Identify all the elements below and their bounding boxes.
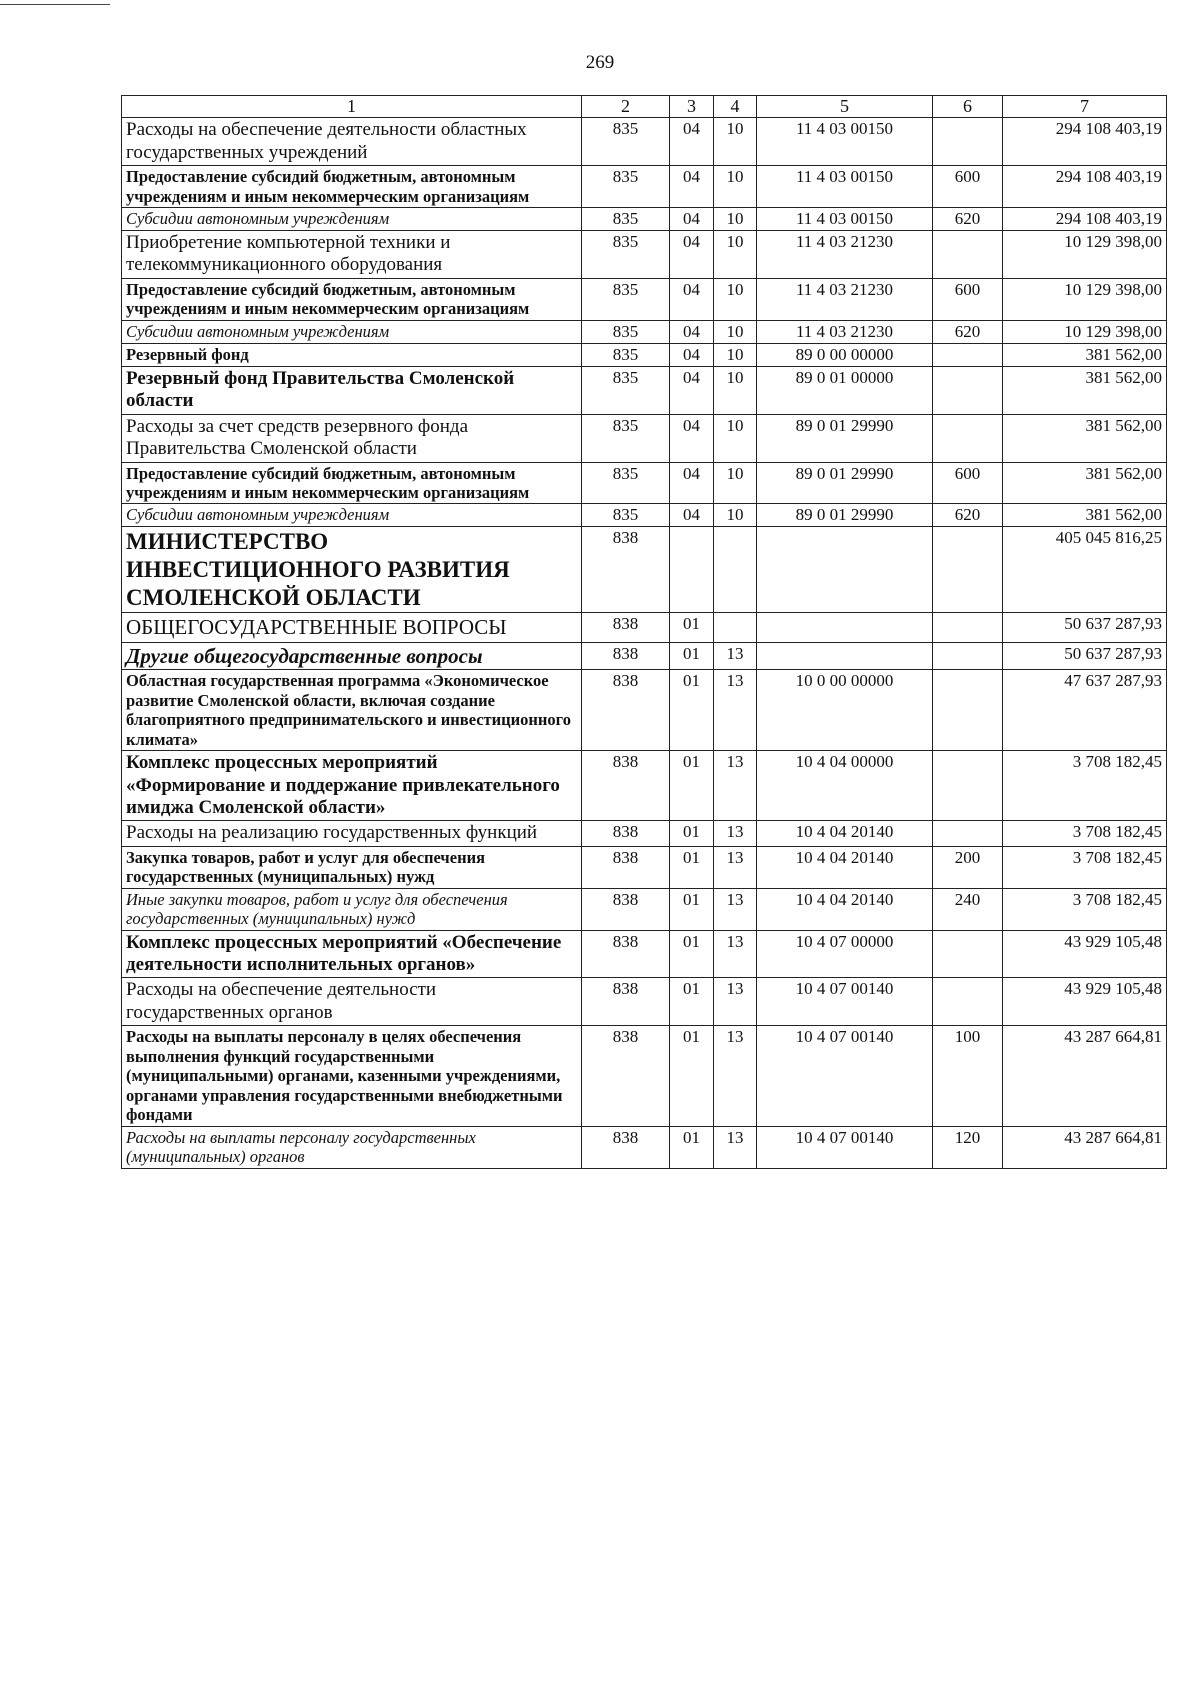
section-code-cell: 04 — [670, 231, 714, 279]
subsection-code-cell: 10 — [714, 207, 757, 230]
expense-name-cell: Другие общегосударственные вопросы — [122, 642, 582, 670]
target-article-cell: 11 4 03 21230 — [757, 231, 933, 279]
budget-table — [121, 95, 1167, 1169]
table-row — [122, 1126, 1167, 1168]
table-row — [122, 930, 1167, 978]
section-code-cell: 01 — [670, 1026, 714, 1126]
amount-cell: 381 562,00 — [1003, 414, 1167, 462]
expense-type-cell — [933, 821, 1003, 846]
section-code-cell: 04 — [670, 166, 714, 208]
ministry-code-cell: 838 — [582, 613, 670, 642]
section-code-cell: 01 — [670, 846, 714, 888]
ministry-code-cell: 835 — [582, 207, 670, 230]
section-code-cell: 04 — [670, 207, 714, 230]
amount-cell: 50 637 287,93 — [1003, 613, 1167, 642]
expense-type-cell: 100 — [933, 1026, 1003, 1126]
ministry-code-cell: 838 — [582, 527, 670, 613]
amount-cell: 43 287 664,81 — [1003, 1026, 1167, 1126]
section-code-cell: 04 — [670, 414, 714, 462]
expense-name-cell: Расходы на выплаты персоналу государственных (муниципальных) органов — [122, 1126, 582, 1168]
target-article-cell: 11 4 03 21230 — [757, 278, 933, 320]
section-code-cell: 04 — [670, 118, 714, 166]
ministry-code-cell: 838 — [582, 670, 670, 751]
expense-type-cell — [933, 670, 1003, 751]
subsection-code-cell: 13 — [714, 670, 757, 751]
expense-name-cell: Субсидии автономным учреждениям — [122, 504, 582, 527]
expense-type-cell: 600 — [933, 278, 1003, 320]
amount-cell: 43 287 664,81 — [1003, 1126, 1167, 1168]
section-code-cell: 01 — [670, 888, 714, 930]
expense-type-cell: 620 — [933, 320, 1003, 343]
target-article-cell: 10 4 04 20140 — [757, 888, 933, 930]
amount-cell: 294 108 403,19 — [1003, 166, 1167, 208]
expense-name-cell: Резервный фонд Правительства Смоленской области — [122, 366, 582, 414]
subsection-code-cell: 10 — [714, 504, 757, 527]
subsection-code-cell: 13 — [714, 930, 757, 978]
amount-cell: 10 129 398,00 — [1003, 320, 1167, 343]
expense-type-cell — [933, 231, 1003, 279]
table-row — [122, 888, 1167, 930]
table-row — [122, 118, 1167, 166]
expense-name-cell: Иные закупки товаров, работ и услуг для обеспечения государственных (муниципальных) нужд — [122, 888, 582, 930]
subsection-code-cell — [714, 613, 757, 642]
target-article-cell: 10 4 04 20140 — [757, 821, 933, 846]
ministry-code-cell: 838 — [582, 978, 670, 1026]
expense-type-cell: 240 — [933, 888, 1003, 930]
subsection-code-cell: 10 — [714, 414, 757, 462]
expense-name-cell: Областная государственная программа «Экономическое развитие Смоленской области, включая создание благоприятного предпринимательского и инвестиционного климата» — [122, 670, 582, 751]
expense-type-cell: 600 — [933, 462, 1003, 504]
subsection-code-cell: 13 — [714, 978, 757, 1026]
subsection-code-cell: 13 — [714, 821, 757, 846]
section-code-cell: 04 — [670, 278, 714, 320]
subsection-code-cell: 13 — [714, 1126, 757, 1168]
amount-cell: 294 108 403,19 — [1003, 207, 1167, 230]
ministry-code-cell: 838 — [582, 930, 670, 978]
section-code-cell — [670, 527, 714, 613]
subsection-code-cell: 13 — [714, 1026, 757, 1126]
ministry-code-cell: 835 — [582, 118, 670, 166]
column-number-row — [122, 96, 1167, 118]
table-row — [122, 846, 1167, 888]
subsection-code-cell: 10 — [714, 320, 757, 343]
expense-type-cell — [933, 751, 1003, 821]
section-code-cell: 04 — [670, 504, 714, 527]
table-row — [122, 278, 1167, 320]
expense-name-cell: МИНИСТЕРСТВО ИНВЕСТИЦИОННОГО РАЗВИТИЯ СМОЛЕНСКОЙ ОБЛАСТИ — [122, 527, 582, 613]
amount-cell: 3 708 182,45 — [1003, 846, 1167, 888]
target-article-cell: 89 0 01 29990 — [757, 414, 933, 462]
expense-type-cell — [933, 613, 1003, 642]
expense-type-cell — [933, 642, 1003, 670]
expense-name-cell: Расходы на обеспечение деятельности областных государственных учреждений — [122, 118, 582, 166]
ministry-code-cell: 838 — [582, 1126, 670, 1168]
target-article-cell: 11 4 03 00150 — [757, 207, 933, 230]
expense-name-cell: Предоставление субсидий бюджетным, автономным учреждениям и иным некоммерческим организациям — [122, 166, 582, 208]
amount-cell: 10 129 398,00 — [1003, 278, 1167, 320]
expense-name-cell: Расходы на обеспечение деятельности государственных органов — [122, 978, 582, 1026]
ministry-code-cell: 835 — [582, 343, 670, 366]
amount-cell: 43 929 105,48 — [1003, 930, 1167, 978]
section-code-cell: 01 — [670, 751, 714, 821]
expense-name-cell: Субсидии автономным учреждениям — [122, 207, 582, 230]
target-article-cell: 10 4 07 00140 — [757, 978, 933, 1026]
expense-name-cell: Расходы за счет средств резервного фонда Правительства Смоленской области — [122, 414, 582, 462]
section-code-cell: 01 — [670, 670, 714, 751]
table-row — [122, 821, 1167, 846]
amount-cell: 50 637 287,93 — [1003, 642, 1167, 670]
corner-rule — [0, 4, 110, 5]
amount-cell: 405 045 816,25 — [1003, 527, 1167, 613]
expense-name-cell: Резервный фонд — [122, 343, 582, 366]
target-article-cell: 11 4 03 21230 — [757, 320, 933, 343]
amount-cell: 3 708 182,45 — [1003, 751, 1167, 821]
section-code-cell: 04 — [670, 320, 714, 343]
section-code-cell: 01 — [670, 930, 714, 978]
section-code-cell: 04 — [670, 343, 714, 366]
target-article-cell: 11 4 03 00150 — [757, 166, 933, 208]
expense-type-cell — [933, 527, 1003, 613]
expense-name-cell: Приобретение компьютерной техники и телекоммуникационного оборудования — [122, 231, 582, 279]
col-header-3: 3 — [670, 96, 714, 118]
amount-cell: 381 562,00 — [1003, 366, 1167, 414]
table-row — [122, 166, 1167, 208]
col-header-5: 5 — [757, 96, 933, 118]
expense-name-cell: Расходы на выплаты персоналу в целях обеспечения выполнения функций государственными (муниципальными) органами, казенными учреждениями, органами управления государственными внебюджетными фондами — [122, 1026, 582, 1126]
expense-type-cell: 620 — [933, 207, 1003, 230]
expense-type-cell — [933, 414, 1003, 462]
table-row — [122, 751, 1167, 821]
table-row — [122, 978, 1167, 1026]
expense-type-cell — [933, 118, 1003, 166]
section-code-cell: 01 — [670, 613, 714, 642]
table-row — [122, 670, 1167, 751]
ministry-code-cell: 835 — [582, 320, 670, 343]
amount-cell: 43 929 105,48 — [1003, 978, 1167, 1026]
expense-type-cell: 620 — [933, 504, 1003, 527]
subsection-code-cell: 10 — [714, 278, 757, 320]
ministry-code-cell: 838 — [582, 821, 670, 846]
table-row — [122, 414, 1167, 462]
col-header-2: 2 — [582, 96, 670, 118]
section-code-cell: 04 — [670, 366, 714, 414]
section-code-cell: 01 — [670, 821, 714, 846]
page-number: 269 — [585, 52, 615, 73]
subsection-code-cell: 10 — [714, 231, 757, 279]
ministry-code-cell: 835 — [582, 414, 670, 462]
target-article-cell — [757, 613, 933, 642]
target-article-cell: 10 4 04 20140 — [757, 846, 933, 888]
subsection-code-cell: 10 — [714, 462, 757, 504]
ministry-code-cell: 838 — [582, 642, 670, 670]
subsection-code-cell: 13 — [714, 642, 757, 670]
table-row — [122, 462, 1167, 504]
expense-type-cell: 120 — [933, 1126, 1003, 1168]
amount-cell: 294 108 403,19 — [1003, 118, 1167, 166]
col-header-7: 7 — [1003, 96, 1167, 118]
ministry-code-cell: 835 — [582, 166, 670, 208]
section-code-cell: 04 — [670, 462, 714, 504]
target-article-cell: 89 0 00 00000 — [757, 343, 933, 366]
ministry-code-cell: 838 — [582, 1026, 670, 1126]
col-header-6: 6 — [933, 96, 1003, 118]
subsection-code-cell: 13 — [714, 846, 757, 888]
table-row — [122, 343, 1167, 366]
ministry-code-cell: 835 — [582, 366, 670, 414]
subsection-code-cell: 13 — [714, 751, 757, 821]
expense-name-cell: Субсидии автономным учреждениям — [122, 320, 582, 343]
amount-cell: 381 562,00 — [1003, 504, 1167, 527]
table-row — [122, 642, 1167, 670]
table-row — [122, 504, 1167, 527]
target-article-cell — [757, 527, 933, 613]
ministry-code-cell: 835 — [582, 231, 670, 279]
expense-type-cell — [933, 930, 1003, 978]
expense-name-cell: Комплекс процессных мероприятий «Обеспечение деятельности исполнительных органов» — [122, 930, 582, 978]
expense-type-cell — [933, 978, 1003, 1026]
ministry-code-cell: 835 — [582, 504, 670, 527]
section-code-cell: 01 — [670, 978, 714, 1026]
ministry-code-cell: 835 — [582, 462, 670, 504]
subsection-code-cell — [714, 527, 757, 613]
expense-name-cell: Предоставление субсидий бюджетным, автономным учреждениям и иным некоммерческим организациям — [122, 278, 582, 320]
section-code-cell: 01 — [670, 642, 714, 670]
target-article-cell: 10 4 07 00140 — [757, 1126, 933, 1168]
target-article-cell: 10 4 07 00140 — [757, 1026, 933, 1126]
target-article-cell: 89 0 01 29990 — [757, 504, 933, 527]
table-row — [122, 366, 1167, 414]
expense-type-cell: 600 — [933, 166, 1003, 208]
table-row — [122, 207, 1167, 230]
target-article-cell: 10 4 07 00000 — [757, 930, 933, 978]
subsection-code-cell: 10 — [714, 166, 757, 208]
section-code-cell: 01 — [670, 1126, 714, 1168]
amount-cell: 381 562,00 — [1003, 462, 1167, 504]
table-row — [122, 527, 1167, 613]
table-row — [122, 613, 1167, 642]
subsection-code-cell: 10 — [714, 343, 757, 366]
col-header-4: 4 — [714, 96, 757, 118]
ministry-code-cell: 838 — [582, 846, 670, 888]
table-row — [122, 320, 1167, 343]
target-article-cell: 89 0 01 00000 — [757, 366, 933, 414]
target-article-cell: 10 0 00 00000 — [757, 670, 933, 751]
target-article-cell: 11 4 03 00150 — [757, 118, 933, 166]
ministry-code-cell: 838 — [582, 751, 670, 821]
subsection-code-cell: 13 — [714, 888, 757, 930]
expense-name-cell: Закупка товаров, работ и услуг для обеспечения государственных (муниципальных) нужд — [122, 846, 582, 888]
amount-cell: 381 562,00 — [1003, 343, 1167, 366]
ministry-code-cell: 835 — [582, 278, 670, 320]
subsection-code-cell: 10 — [714, 118, 757, 166]
target-article-cell — [757, 642, 933, 670]
subsection-code-cell: 10 — [714, 366, 757, 414]
col-header-1: 1 — [122, 96, 582, 118]
expense-name-cell: ОБЩЕГОСУДАРСТВЕННЫЕ ВОПРОСЫ — [122, 613, 582, 642]
expense-name-cell: Предоставление субсидий бюджетным, автономным учреждениям и иным некоммерческим организациям — [122, 462, 582, 504]
expense-type-cell: 200 — [933, 846, 1003, 888]
target-article-cell: 10 4 04 00000 — [757, 751, 933, 821]
amount-cell: 3 708 182,45 — [1003, 821, 1167, 846]
amount-cell: 3 708 182,45 — [1003, 888, 1167, 930]
expense-type-cell — [933, 366, 1003, 414]
table-row — [122, 231, 1167, 279]
ministry-code-cell: 838 — [582, 888, 670, 930]
expense-name-cell: Расходы на реализацию государственных функций — [122, 821, 582, 846]
amount-cell: 47 637 287,93 — [1003, 670, 1167, 751]
target-article-cell: 89 0 01 29990 — [757, 462, 933, 504]
amount-cell: 10 129 398,00 — [1003, 231, 1167, 279]
expense-name-cell: Комплекс процессных мероприятий «Формирование и поддержание привлекательного имиджа Смоленской области» — [122, 751, 582, 821]
table-row — [122, 1026, 1167, 1126]
expense-type-cell — [933, 343, 1003, 366]
